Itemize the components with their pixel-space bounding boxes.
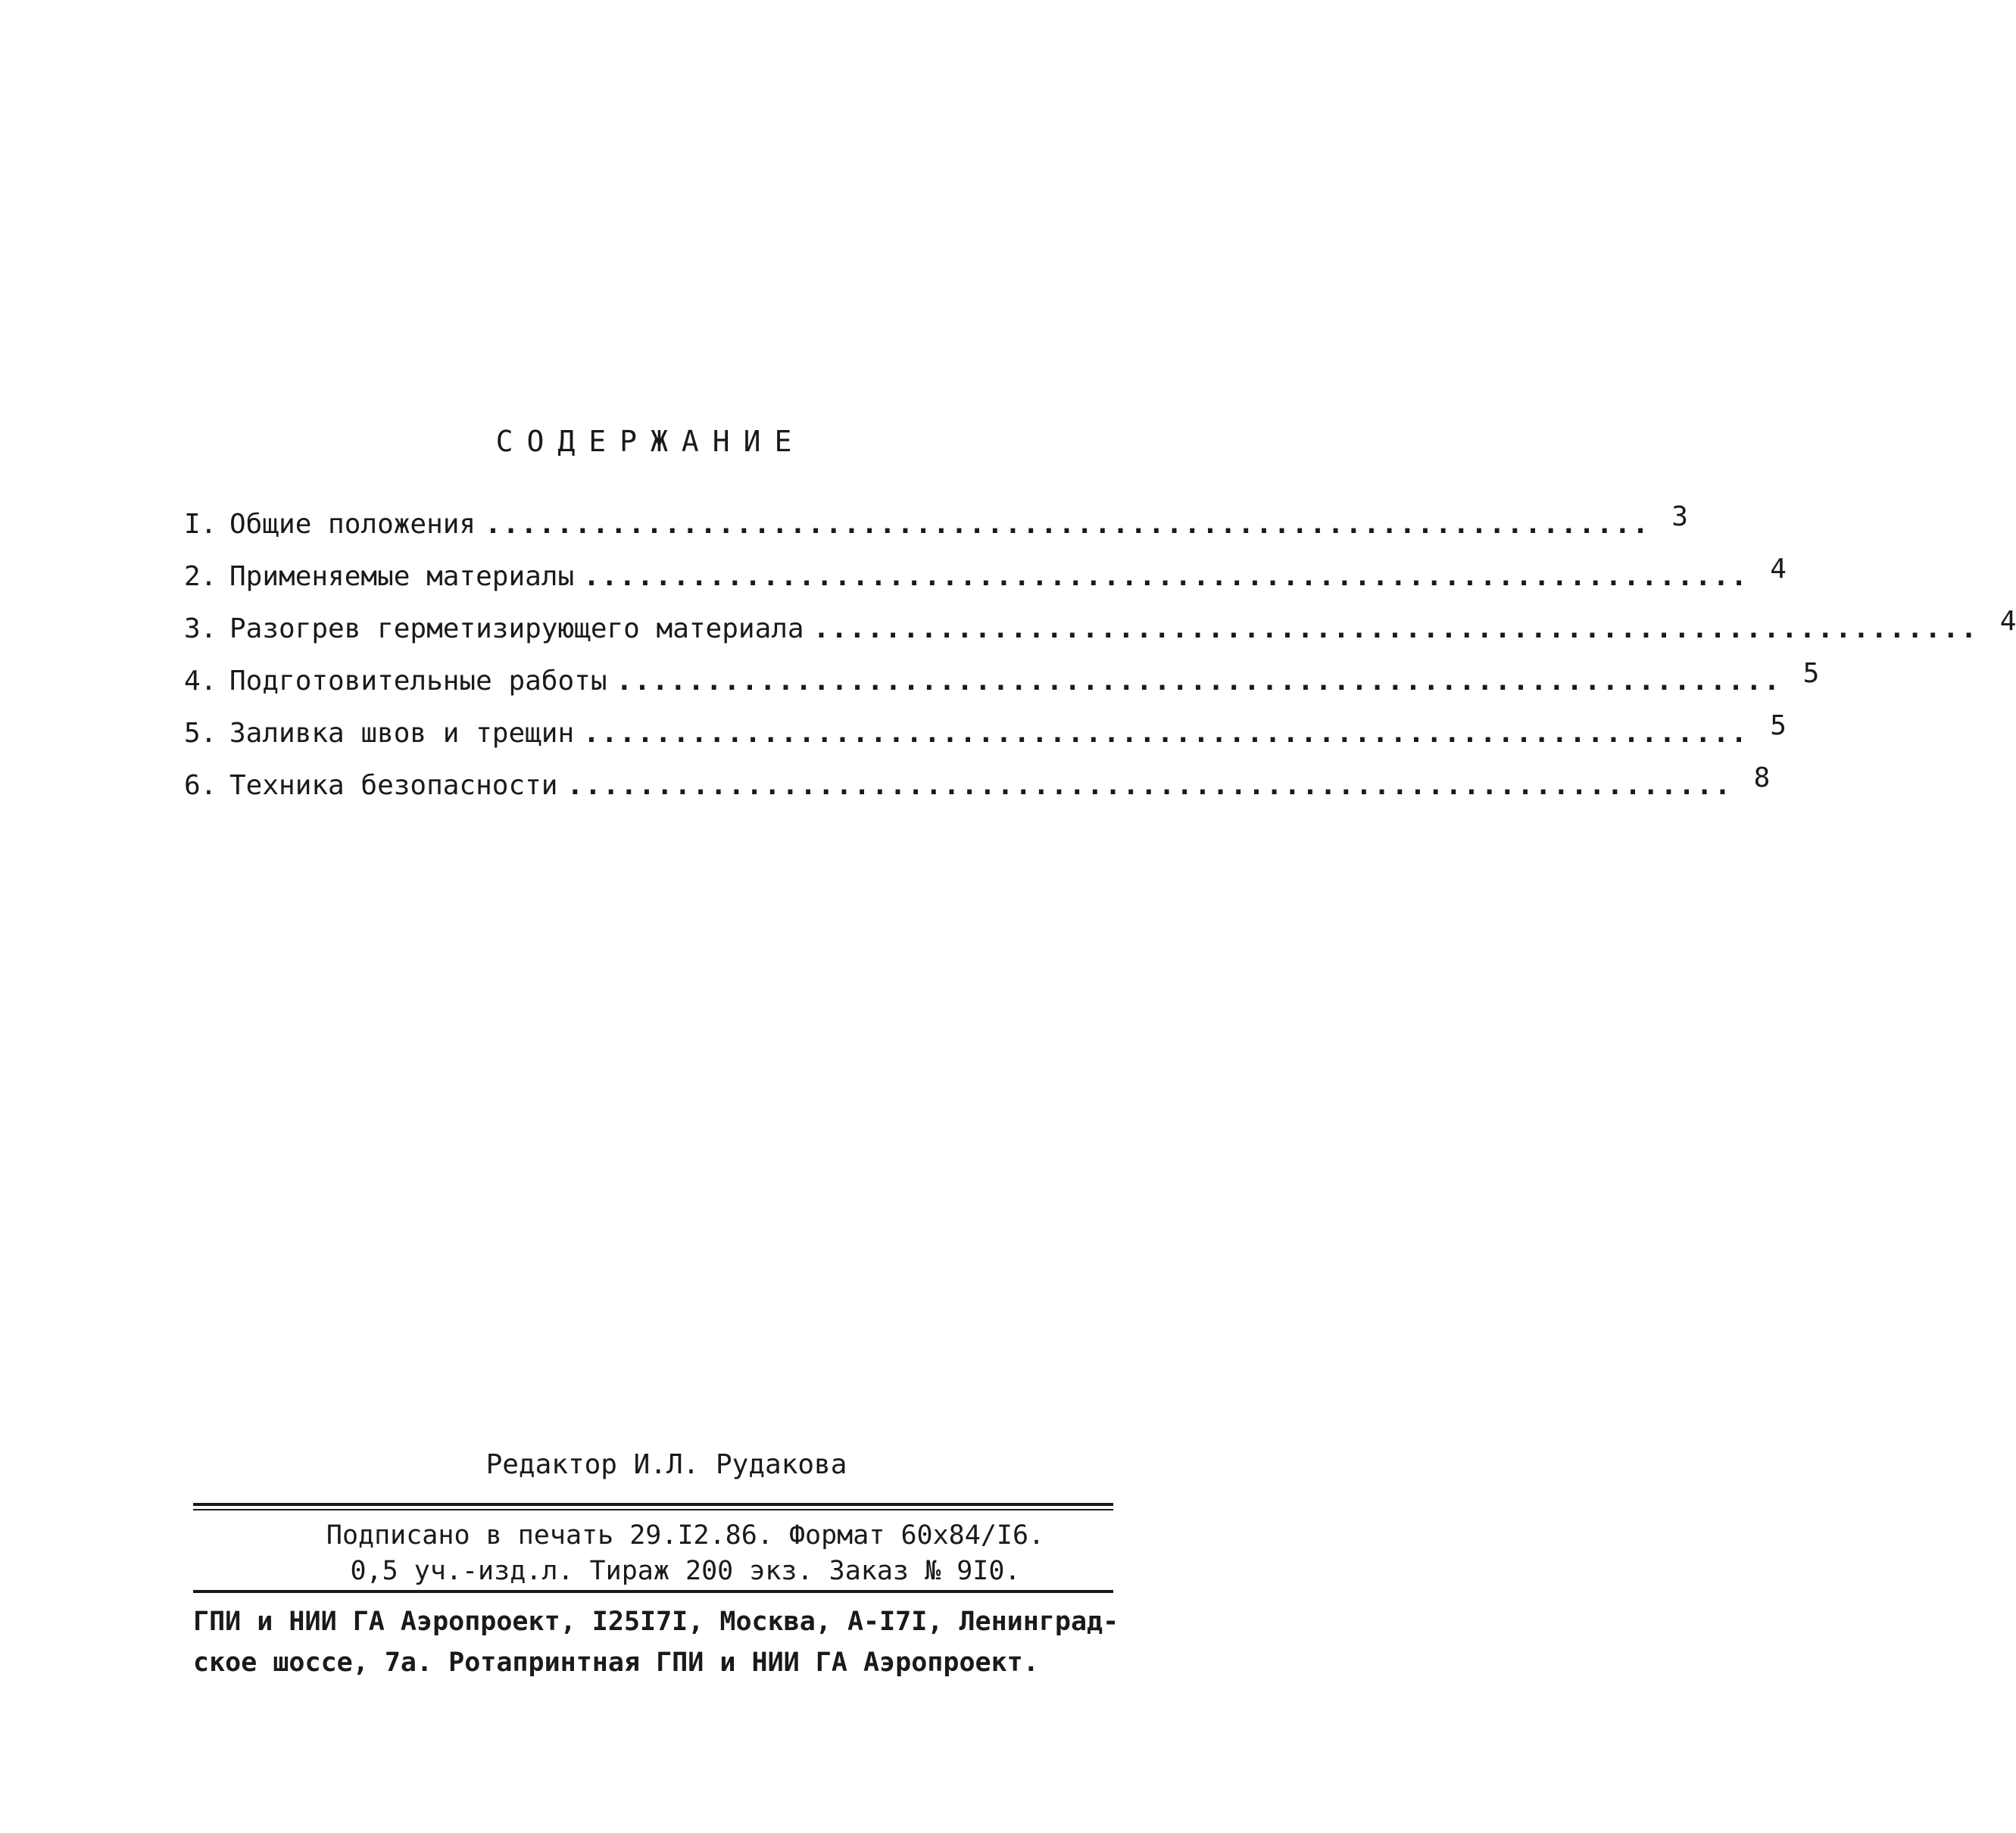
colophon-divider-top <box>193 1503 1113 1506</box>
toc-item-number: 5. <box>184 718 217 749</box>
colophon-divider-top-thin <box>193 1509 1113 1510</box>
toc-item-number: 4. <box>184 666 217 697</box>
toc-item-page: 3 <box>1671 501 1688 532</box>
toc-item-page: 4 <box>1770 553 1787 585</box>
toc-item-number: 6. <box>184 770 217 801</box>
toc-item-title: Применяемые материалы <box>229 561 575 592</box>
toc-item-title: Техника безопасности <box>229 770 558 801</box>
toc-item <box>184 606 2016 662</box>
toc-item <box>184 553 1787 610</box>
toc-dot-leader: ................................................................. <box>813 613 1979 644</box>
toc-item-title: Заливка швов и трещин <box>229 718 575 749</box>
toc-title: СОДЕРЖАНИЕ <box>495 425 806 458</box>
toc-item <box>184 710 1787 767</box>
toc-item-page: 8 <box>1753 762 1771 793</box>
toc-item-title: Разогрев герметизирующего материала <box>229 613 804 644</box>
toc-item-title: Общие положения <box>229 509 476 540</box>
toc-item <box>184 762 1771 819</box>
publisher-info <box>193 1601 1125 1683</box>
colophon-divider-bottom <box>193 1590 1113 1593</box>
publisher-line: ГПИ и НИИ ГА Аэропроект, I25I7I, Москва, А-I7I, Ленинград- <box>193 1607 1119 1637</box>
toc-dot-leader: ................................................................. <box>616 666 1782 697</box>
toc-item-title: Подготовительные работы <box>229 666 607 697</box>
toc-dot-leader: ................................................................. <box>583 561 1749 592</box>
toc-item <box>184 501 1688 558</box>
publisher-line: ское шоссе, 7а. Ротапринтная ГПИ и НИИ ГА Аэропроект. <box>193 1648 1039 1678</box>
imprint-volume-line: 0,5 уч.-изд.л. Тираж 200 экз. Заказ № 9I0. <box>350 1556 1021 1586</box>
toc-item-page: 4 <box>1999 606 2016 637</box>
toc-dot-leader: ................................................................. <box>583 718 1749 749</box>
toc-list <box>184 501 2016 819</box>
toc-dot-leader: ................................................................. <box>566 770 1733 801</box>
editor-credit: Редактор И.Л. Рудакова <box>485 1449 847 1480</box>
toc-item-number: 2. <box>184 561 217 592</box>
toc-item-page: 5 <box>1770 710 1787 741</box>
toc-dot-leader: ................................................................. <box>485 509 1650 540</box>
toc-item <box>184 658 1820 715</box>
imprint-signed-line: Подписано в печать 29.I2.86. Формат 60х84/I6. <box>326 1520 1045 1551</box>
toc-item-number: I. <box>184 509 217 540</box>
toc-item-page: 5 <box>1802 658 1820 689</box>
toc-item-number: 3. <box>184 613 217 644</box>
